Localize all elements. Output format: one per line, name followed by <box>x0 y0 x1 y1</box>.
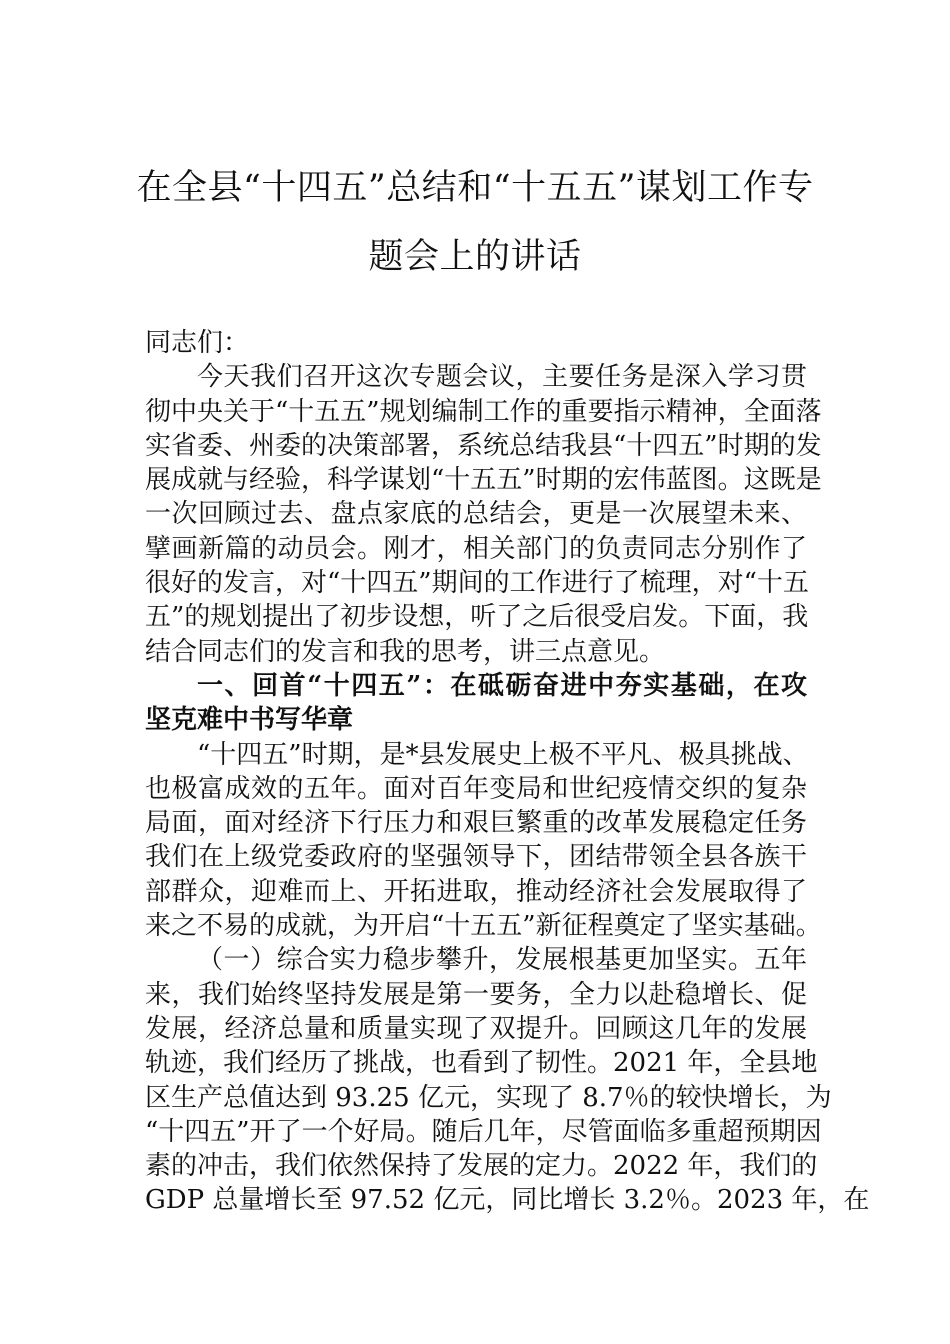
paragraph-line: 一次回顾过去、盘点家底的总结会，更是一次展望未来、 <box>145 499 807 530</box>
paragraph-line: GDP 总量增长至 97.52 亿元，同比增长 3.2％。2023 年，在 <box>145 1185 870 1216</box>
section-heading-line: 坚克难中书写华章 <box>145 705 354 736</box>
paragraph-line: 展成就与经验，科学谋划“十五五”时期的宏伟蓝图。这既是 <box>145 465 822 496</box>
paragraph-line: “十四五”时期，是*县发展史上极不平凡、极具挑战、 <box>197 739 809 770</box>
paragraph-line: 来之不易的成就，为开启“十五五”新征程奠定了坚实基础。 <box>145 911 822 942</box>
paragraph-line: 擘画新篇的动员会。刚才，相关部门的负责同志分别作了 <box>145 533 807 564</box>
paragraph-line: 来，我们始终坚持发展是第一要务，全力以赴稳增长、促 <box>145 979 807 1010</box>
paragraph-line: 结合同志们的发言和我的思考，讲三点意见。 <box>145 636 666 667</box>
paragraph-line: 区生产总值达到 93.25 亿元，实现了 8.7％的较快增长，为 <box>145 1082 832 1113</box>
paragraph-line: 实省委、州委的决策部署，系统总结我县“十四五”时期的发 <box>145 430 822 461</box>
paragraph-line: 发展，经济总量和质量实现了双提升。回顾这几年的发展 <box>145 1013 807 1044</box>
section-heading-line: 一、回首“十四五”：在砥砺奋进中夯实基础，在攻 <box>197 670 807 701</box>
paragraph-line: 很好的发言，对“十四五”期间的工作进行了梳理，对“十五 <box>145 568 809 599</box>
paragraph-line: 轨迹，我们经历了挑战，也看到了韧性。2021 年，全县地 <box>145 1048 818 1079</box>
paragraph-line: 今天我们召开这次专题会议，主要任务是深入学习贯 <box>197 362 807 393</box>
paragraph-line: “十四五”开了一个好局。随后几年，尽管面临多重超预期因 <box>145 1116 822 1147</box>
paragraph-line: 彻中央关于“十五五”规划编制工作的重要指示精神，全面落 <box>145 396 822 427</box>
paragraph-line: 素的冲击，我们依然保持了发展的定力。2022 年，我们的 <box>145 1151 818 1182</box>
paragraph-line: 局面，面对经济下行压力和艰巨繁重的改革发展稳定任务 <box>145 808 807 839</box>
document-title-line-1: 在全县“十四五”总结和“十五五”谋划工作专 <box>136 168 814 208</box>
paragraph-line: 同志们： <box>145 328 250 358</box>
document-body <box>145 326 870 1218</box>
paragraph-line: （一）综合实力稳步攀升，发展根基更加坚实。五年 <box>197 945 807 976</box>
document-title-line-2: 题会上的讲话 <box>368 237 582 277</box>
paragraph-line: 也极富成效的五年。面对百年变局和世纪疫情交织的复杂 <box>145 773 807 804</box>
paragraph-line: 五”的规划提出了初步设想，听了之后很受启发。下面，我 <box>145 602 809 633</box>
paragraph-line: 部群众，迎难而上、开拓进取，推动经济社会发展取得了 <box>145 876 807 907</box>
paragraph-line: 我们在上级党委政府的坚强领导下，团结带领全县各族干 <box>145 842 807 873</box>
